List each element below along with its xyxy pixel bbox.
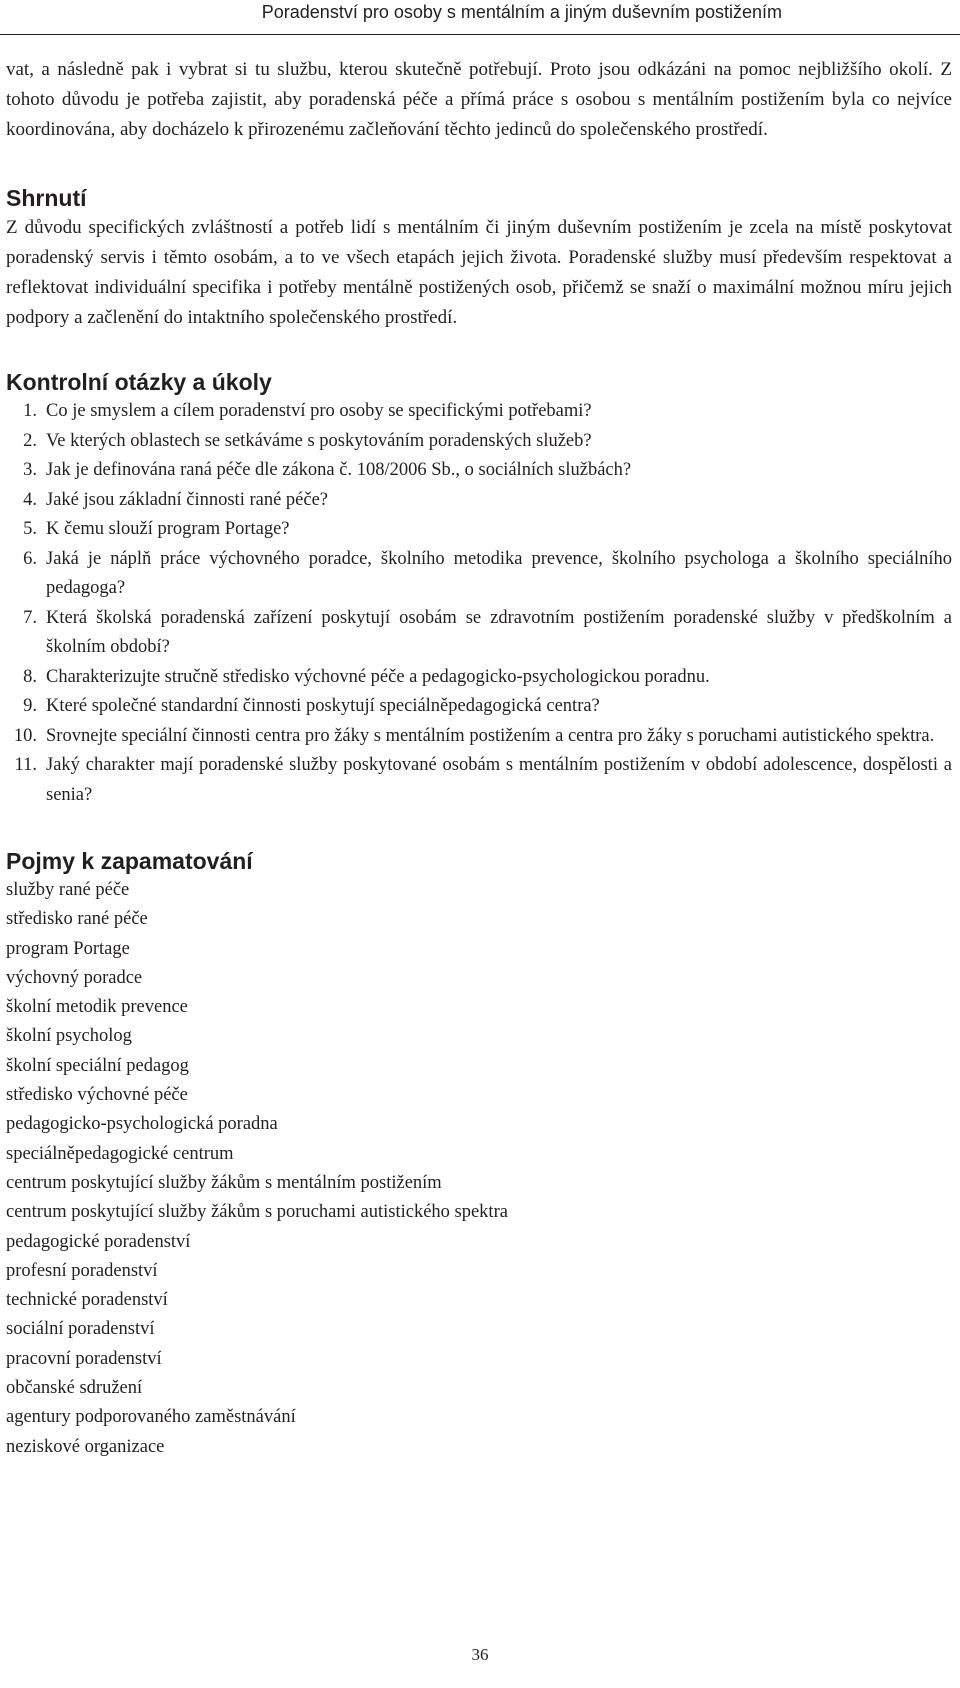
term-item: středisko výchovné péče bbox=[6, 1085, 188, 1106]
question-number: 9. bbox=[23, 696, 37, 716]
question-number: 10. bbox=[13, 725, 37, 746]
question-item bbox=[6, 692, 952, 722]
term-item: speciálněpedagogické centrum bbox=[6, 1143, 234, 1164]
question-text: Ve kterých oblastech se setkáváme s poskytováním poradenských služeb? bbox=[46, 430, 592, 451]
questions-list bbox=[6, 397, 952, 810]
term-item: centrum poskytující služby žákům s poruchami autistického spektra bbox=[6, 1202, 508, 1223]
term-item: neziskové organizace bbox=[6, 1436, 165, 1457]
question-item bbox=[6, 397, 952, 427]
term-item: profesní poradenství bbox=[6, 1260, 158, 1281]
question-number: 4. bbox=[23, 489, 37, 510]
question-number: 2. bbox=[23, 430, 37, 451]
header-divider bbox=[0, 34, 960, 35]
term-item: pracovní poradenství bbox=[6, 1348, 162, 1369]
question-number: 7. bbox=[23, 607, 37, 628]
question-text: Jaká je náplň práce výchovného poradce, školního metodika prevence, školního psychologa a školního speciálního pedagoga? bbox=[46, 548, 952, 598]
question-number: 6. bbox=[23, 548, 37, 569]
summary-paragraph: Z důvodu specifických zvláštností a potřeb lidí s mentálním či jiným duševním postižením je zcela na místě poskytovat poradenský servis i těmto osobám, a to ve všech etapách jejich života. Poradenské služby musí především respektovat a reflektovat individuální specifika i potřeby mentálně postižených osob, přičemž se snaží o maximální možnou míru jejich podpory a začlenění do intaktního společenského prostředí. bbox=[6, 217, 952, 328]
term-item: agentury podporovaného zaměstnávání bbox=[6, 1407, 296, 1428]
question-number: 3. bbox=[23, 460, 37, 480]
term-item: výchovný poradce bbox=[6, 967, 143, 988]
question-item bbox=[6, 456, 952, 486]
question-number: 11. bbox=[14, 755, 37, 775]
questions-heading: Kontrolní otázky a úkoly bbox=[6, 369, 272, 395]
term-item: školní metodik prevence bbox=[6, 997, 188, 1018]
term-item: program Portage bbox=[6, 938, 130, 959]
running-header: Poradenství pro osoby s mentálním a jiným duševním postižením bbox=[261, 2, 782, 22]
page-content bbox=[6, 55, 952, 1462]
question-text: Jaký charakter mají poradenské služby poskytované osobám s mentálním postižením v období adolescence, dospělosti a senia? bbox=[46, 755, 952, 805]
question-item bbox=[6, 604, 952, 663]
term-item: pedagogicko-psychologická poradna bbox=[6, 1114, 278, 1135]
question-text: Které společné standardní činnosti poskytují speciálněpedagogická centra? bbox=[46, 696, 600, 716]
terms-list bbox=[6, 876, 952, 1462]
term-item: technické poradenství bbox=[6, 1290, 168, 1311]
intro-paragraph: vat, a následně pak i vybrat si tu službu, kterou skutečně potřebují. Proto jsou odkázáni na pomoc nejbližšího okolí. Z tohoto důvodu je potřeba zajistit, aby poradenská péče a přímá práce s osobou s mentálním postižením byla co nejvíce koordinována, aby docházelo k přirozenému začleňování těchto jedinců do společenského prostředí. bbox=[6, 59, 952, 140]
question-number: 8. bbox=[23, 666, 37, 687]
term-item: centrum poskytující služby žákům s mentálním postižením bbox=[6, 1172, 442, 1193]
page-number: 36 bbox=[471, 1645, 489, 1664]
question-item bbox=[6, 751, 952, 810]
question-text: Která školská poradenská zařízení poskytují osobám se zdravotním postižením poradenské služby v předškolním a školním období? bbox=[46, 607, 952, 657]
question-text: Srovnejte speciální činnosti centra pro žáky s mentálním postižením a centra pro žáky s poruchami autistického spektra. bbox=[46, 725, 935, 746]
term-item: služby rané péče bbox=[6, 880, 130, 900]
question-item bbox=[6, 663, 952, 693]
question-item bbox=[6, 486, 952, 516]
summary-heading: Shrnutí bbox=[6, 185, 87, 211]
term-item: školní speciální pedagog bbox=[6, 1055, 189, 1076]
terms-heading: Pojmy k zapamatování bbox=[6, 848, 253, 874]
term-item: pedagogické poradenství bbox=[6, 1231, 191, 1252]
question-item bbox=[6, 722, 952, 752]
question-number: 1. bbox=[23, 401, 37, 421]
question-text: Jak je definována raná péče dle zákona č. 108/2006 Sb., o sociálních službách? bbox=[46, 460, 632, 480]
question-text: Charakterizujte stručně středisko výchovné péče a pedagogicko-psychologickou poradnu. bbox=[46, 666, 710, 687]
question-item bbox=[6, 427, 952, 457]
question-number: 5. bbox=[23, 519, 37, 539]
term-item: středisko rané péče bbox=[6, 909, 148, 930]
question-item bbox=[6, 515, 952, 545]
question-text: Jaké jsou základní činnosti rané péče? bbox=[46, 489, 329, 510]
term-item: školní psycholog bbox=[6, 1026, 132, 1047]
question-text: K čemu slouží program Portage? bbox=[46, 519, 290, 539]
question-item bbox=[6, 545, 952, 604]
term-item: občanské sdružení bbox=[6, 1378, 143, 1399]
term-item: sociální poradenství bbox=[6, 1319, 155, 1340]
question-text: Co je smyslem a cílem poradenství pro osoby se specifickými potřebami? bbox=[46, 401, 592, 421]
